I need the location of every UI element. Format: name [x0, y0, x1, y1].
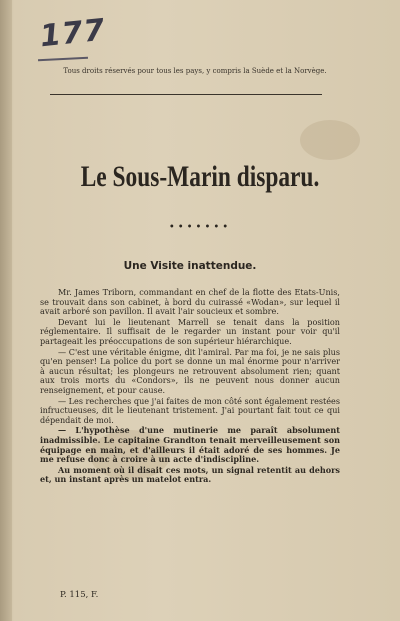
paper-stain — [300, 120, 360, 160]
paragraph: Mr. James Triborn, commandant en chef de la flotte des Etats-Unis, se trouvait dans son cabinet, à bord du cuirassé «Wodan», sur lequel il avait arboré son pavillon. Il avait l'air soucieux et sombre. — [40, 287, 340, 317]
folio-number: 177 — [38, 12, 108, 55]
page-spine-shadow — [0, 0, 12, 621]
header-rule — [50, 94, 322, 95]
rights-notice: Tous droits réservés pour tous les pays, y compris la Suède et la Norvège. — [63, 67, 327, 75]
folio-underline — [38, 57, 88, 62]
paragraph: Devant lui le lieutenant Marrell se tenait dans la position réglementaire. Il suffisait de le regarder un instant pour voir qu'il partageait les préoccupations de son supérieur hiérarchique. — [40, 316, 340, 346]
story-body — [40, 288, 340, 486]
title-ornament: ••••••• — [168, 222, 232, 233]
paragraph: Au moment où il disait ces mots, un signal retentit au dehors et, un instant après un matelot entra. — [40, 464, 340, 485]
paragraph: — C'est une véritable énigme, dit l'amiral. Par ma foi, je ne sais plus qu'en penser! La police du port se donne un mal énorme pour n'arriver à aucun résultat; les plongeurs ne retrouvent absolument rien; quant aux trois morts du «Condors», ils ne peuvent nous donner aucun renseignement, et pour cause. — [40, 346, 340, 395]
chapter-heading: Une Visite inattendue. — [123, 260, 257, 272]
document-title: Le Sous-Marin disparu. — [80, 160, 320, 193]
page-signature: P. 115, F. — [60, 590, 99, 600]
paragraph: — Les recherches que j'ai faites de mon côté sont également restées infructueuses, dit le lieutenant tristement. J'ai pourtant fait tout ce qui dépendait de moi. — [40, 395, 340, 425]
paragraph: — L'hypothèse d'une mutinerie me paraît absolument inadmissible. Le capitaine Grandton tenait merveilleusement son équipage en main, et d'ailleurs il était adoré de ses hommes. Je me refuse donc à croire à un acte d'indiscipline. — [40, 425, 340, 465]
